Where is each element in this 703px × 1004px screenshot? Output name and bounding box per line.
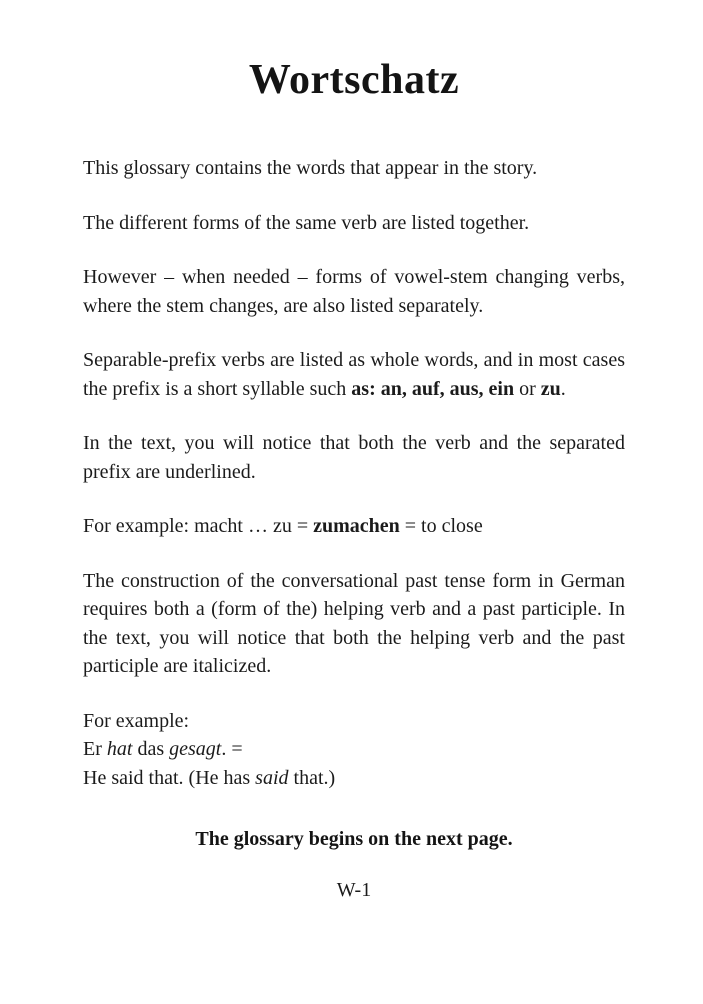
text-run: hat <box>106 738 133 761</box>
text-run: as: an, auf, aus, ein <box>351 377 515 400</box>
text-run: For example: <box>83 709 190 732</box>
text-run: gesagt <box>169 738 222 761</box>
text-run: However – when needed – forms of vowel-stem changing verbs, where the stem changes, are also listed separately. <box>83 266 625 317</box>
text-run: zu <box>540 377 561 400</box>
paragraph <box>83 512 625 541</box>
text-run: Er <box>83 738 107 761</box>
page-title: Wortschatz <box>248 57 460 103</box>
text-run: . = <box>221 738 243 761</box>
text-run: = to close <box>399 515 483 538</box>
text-run: He said that. (He has <box>83 766 256 789</box>
text-run: das <box>132 738 170 761</box>
text-run: said <box>255 766 289 789</box>
paragraph <box>83 429 625 486</box>
text-run: The different forms of the same verb are listed together. <box>83 211 530 234</box>
body-text <box>83 154 625 792</box>
text-run: Separable-prefix verbs are listed as whole words, and in most cases the prefix is a short syllable such <box>83 349 625 400</box>
paragraph <box>83 346 625 403</box>
paragraph <box>83 154 625 183</box>
text-run: zumachen <box>313 515 400 538</box>
text-run: The construction of the conversational past tense form in German requires both a (form of the) helping verb and a past participle. In the text, you will notice that both the helping verb and the past participle are italicized. <box>83 569 625 678</box>
text-run: In the text, you will notice that both the verb and the separated prefix are underlined. <box>83 432 625 483</box>
paragraph <box>83 567 625 681</box>
page-number: W-1 <box>336 879 372 902</box>
text-run: that.) <box>288 766 336 789</box>
text-run: . <box>560 377 566 400</box>
paragraph <box>83 707 625 793</box>
paragraph <box>83 209 625 238</box>
text-run: or <box>514 377 541 400</box>
text-run: This glossary contains the words that appear in the story. <box>83 157 538 180</box>
paragraph <box>83 263 625 320</box>
footer-note: The glossary begins on the next page. <box>195 828 513 851</box>
text-run: For example: macht … zu = <box>83 515 314 538</box>
